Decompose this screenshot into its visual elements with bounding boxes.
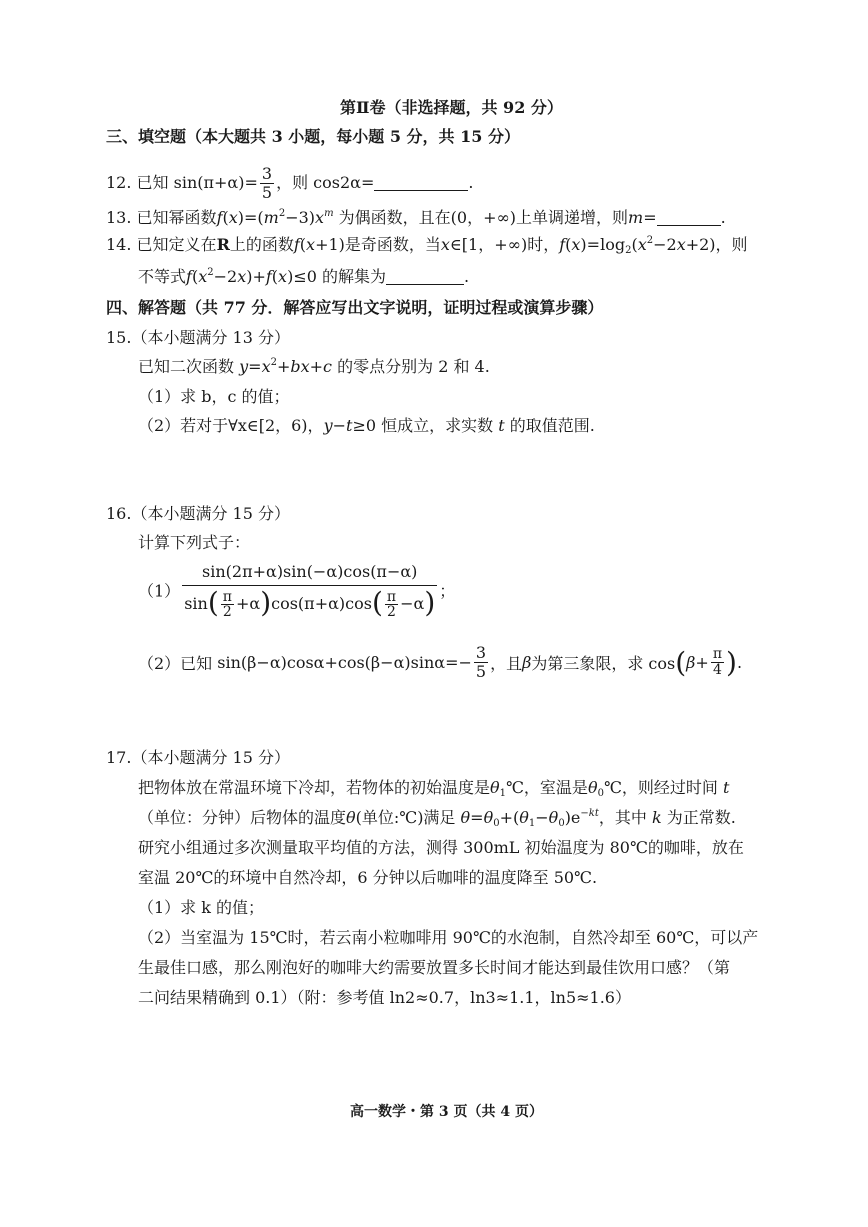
question-17-part-1: （1）求 k 的值； (138, 898, 265, 917)
question-16-stem: 计算下列式子： (138, 533, 251, 552)
question-16-part-2: （2）已知 sin(β−α)cosα+cos(β−α)sinα=− $\frac{3}{5}$ ，且β为第三象限，求 cos(β+ $\frac{\pi}{4}$ ). (138, 643, 743, 681)
page-footer: 高一数学・第 3 页（共 4 页） (350, 1104, 543, 1120)
fraction: $\frac{3}{5}$ (261, 164, 273, 202)
question-number: 13. (106, 208, 132, 227)
question-17-line-8: 二问结果精确到 0.1）（附：参考值 ln2≈0.7，ln3≈1.1，ln5≈1.6） (138, 988, 631, 1007)
question-15-part-1: （1）求 b，c 的值； (138, 387, 290, 406)
question-17-line-4: 室温 20℃的环境中自然冷却，6 分钟以后咖啡的温度降至 50℃. (138, 868, 598, 887)
question-text: 已知 sin(π+α)= (136, 173, 258, 192)
question-15-stem: 已知二次函数 $y=x^2+bx+c$ 的零点分别为 2 和 4. (138, 357, 490, 376)
answer-blank (657, 209, 721, 226)
question-14-line-1: 14. 已知定义在R上的函数f(x+1)是奇函数，当x∈[1，+∞)时，$f(x)=\log_2(x^2-2x+2)$，则 (106, 235, 748, 256)
answer-blank (374, 174, 468, 191)
question-number: 17. (106, 748, 132, 767)
question-14-line-2: 不等式$f(x^2-2x)+f(x)\le 0$ 的解集为 . (138, 267, 470, 286)
question-17-line-7: 生最佳口感，那么刚泡好的咖啡大约需要放置多长时间才能达到最佳饮用口感？（第 (138, 958, 731, 977)
question-17-line-1: 把物体放在常温环境下冷却，若物体的初始温度是$\theta_1℃$，室温是$\theta_0℃$，则经过时间 t (138, 778, 730, 799)
points-note: （本小题满分 15 分） (131, 504, 290, 523)
question-17-line-3: 研究小组通过多次测量取平均值的方法，测得 300mL 初始温度为 80℃的咖啡，放在 (138, 838, 744, 857)
fraction: $\frac{3}{5}$ (475, 643, 487, 681)
question-number: 15. (106, 328, 132, 347)
question-15-part-2: （2）若对于∀x∈[2，6)，y−t≥0 恒成立，求实数 t 的取值范围. (138, 416, 595, 435)
question-16-part-1: （1） sin(2π+α)sin(−α)cos(π−α) sin( $\frac{\pi}{2}$ +α)cos(π+α)cos( $\frac{\pi}{2}$ −α) ； (138, 559, 455, 621)
question-13: 13. 已知幂函数$f(x)=(m^2-3)x^m$ 为偶函数，且在(0，+∞)上单调递增，则m= . (106, 208, 726, 227)
question-12: 12. 已知 sin(π+α)= $\frac{3}{5}$ ，则 cos2α= . (106, 164, 474, 202)
question-number: 12. (106, 173, 132, 192)
question-number: 16. (106, 504, 132, 523)
points-note: （本小题满分 15 分） (131, 748, 290, 767)
question-17-header (106, 746, 290, 770)
question-16-header (106, 502, 290, 526)
section-3-heading: 三、填空题（本大题共 3 小题，每小题 5 分，共 15 分） (106, 127, 520, 146)
big-fraction: sin(2π+α)sin(−α)cos(π−α) sin( $\frac{\pi}{2}$ +α)cos(π+α)cos( $\frac{\pi}{2}$ −α) (184, 562, 436, 620)
question-text: ，则 cos2α= (276, 173, 375, 192)
question-17-line-6: （2）当室温为 15℃时，若云南小粒咖啡用 90℃的水泡制，自然冷却至 60℃，可以产 (138, 928, 759, 947)
question-number: 14. (106, 235, 132, 254)
points-note: （本小题满分 13 分） (131, 328, 290, 347)
answer-blank (386, 268, 464, 285)
section-4-heading: 四、解答题（共 77 分．解答应写出文字说明，证明过程或演算步骤） (106, 298, 604, 317)
question-17-line-2: （单位：分钟）后物体的温度θ(单位:℃)满足 $\theta=\theta_0+(\theta_1-\theta_0)e^{-kt}$，其中 k 为正常数. (138, 808, 736, 829)
part-title: 第Ⅱ卷（非选择题，共 92 分） (340, 98, 563, 117)
question-15-header (106, 326, 290, 350)
